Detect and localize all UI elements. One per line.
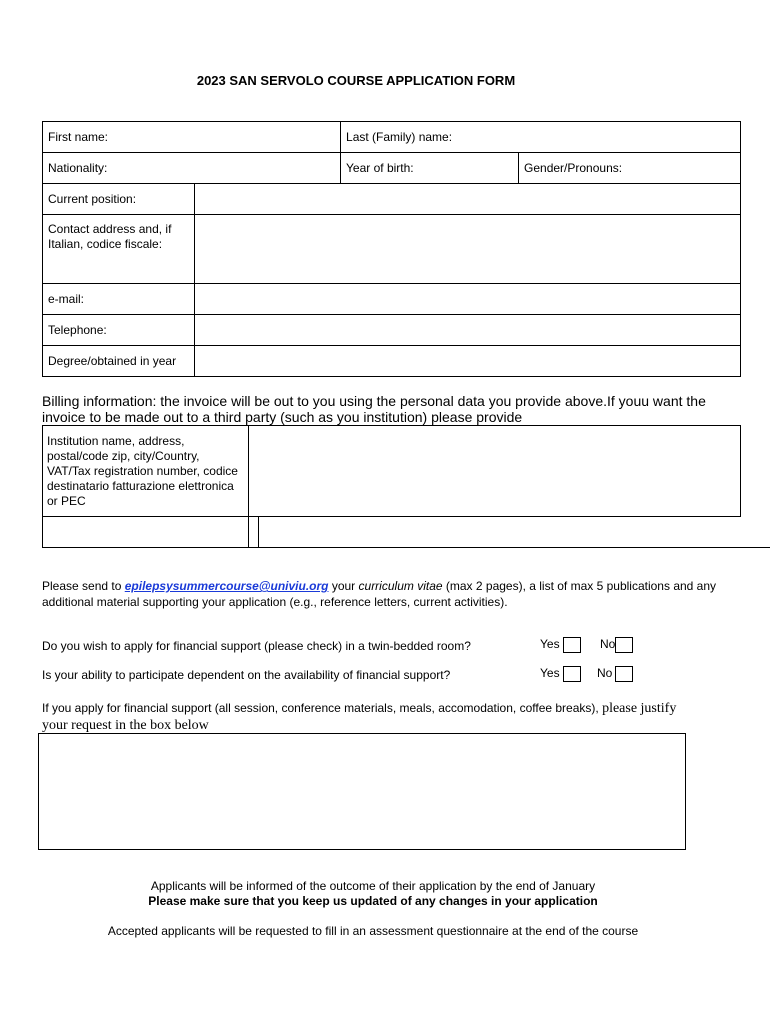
- extra-billing-row[interactable]: [42, 515, 770, 548]
- footer-line3: Accepted applicants will be requested to fill in an assessment questionnaire at the end of the course: [107, 924, 639, 938]
- footer-line1: Applicants will be informed of the outcome of their application by the end of January: [150, 879, 596, 893]
- send-prefix: Please send to: [42, 579, 125, 593]
- justify-instructions: [42, 700, 692, 734]
- institution-label: Institution name, address, postal/code zip, city/Country, VAT/Tax registration number, codice destinatario fatturazione elettronica or PEC: [47, 434, 238, 508]
- dependent-no: [597, 666, 633, 682]
- question-financial-support: Do you wish to apply for financial support (please check) in a twin-bedded room?: [42, 639, 471, 653]
- email-label: e-mail:: [43, 284, 195, 315]
- gender-field[interactable]: Gender/Pronouns:: [519, 153, 741, 184]
- email-input[interactable]: [195, 284, 741, 315]
- nationality-field[interactable]: Nationality:: [43, 153, 341, 184]
- personal-info-table: [42, 121, 741, 377]
- degree-input[interactable]: [195, 346, 741, 377]
- telephone-label: Telephone:: [43, 315, 195, 346]
- financial-support-yes-checkbox[interactable]: [563, 637, 581, 653]
- extra-billing-divider: [258, 516, 259, 547]
- current-position-input[interactable]: [195, 184, 741, 215]
- justification-textbox[interactable]: [38, 733, 686, 850]
- page-title: 2023 SAN SERVOLO COURSE APPLICATION FORM: [196, 73, 516, 88]
- yes-label: Yes: [540, 666, 560, 681]
- year-of-birth-field[interactable]: Year of birth:: [341, 153, 519, 184]
- institution-input[interactable]: [249, 426, 739, 515]
- no-label: No: [600, 637, 616, 652]
- degree-label: Degree/obtained in year: [43, 346, 195, 377]
- contact-address-input[interactable]: [195, 215, 741, 284]
- telephone-input[interactable]: [195, 315, 741, 346]
- last-name-field[interactable]: Last (Family) name:: [341, 122, 741, 153]
- contact-email-link[interactable]: epilepsysummercourse@univiu.org: [124, 579, 329, 593]
- justify-part1: If you apply for financial support (all session, conference materials, meals, accomodation, coffee breaks),: [42, 701, 603, 715]
- justify-part2: please justify your request in the box below: [42, 701, 677, 733]
- financial-support-yes: [540, 637, 581, 653]
- footer-line2: Please make sure that you keep us updated of any changes in your application: [148, 894, 598, 908]
- cv-term: curriculum vitae: [358, 579, 443, 593]
- financial-support-no-checkbox[interactable]: [615, 637, 633, 653]
- financial-support-no: [600, 637, 633, 653]
- no-label: No: [597, 666, 613, 681]
- send-suffix: (max 2 pages), a list of max 5 publications and any additional material supporting your application (e.g., reference letters, current activities).: [42, 579, 717, 609]
- dependent-yes: [540, 666, 581, 682]
- dependent-yes-checkbox[interactable]: [563, 666, 581, 682]
- yes-label: Yes: [540, 637, 560, 652]
- current-position-label: Current position:: [43, 184, 195, 215]
- billing-info-text: Billing information: the invoice will be out to you using the personal data you provide above.If youu want the invoice to be made out to a third party (such as you institution) please provide: [42, 393, 706, 425]
- dependent-no-checkbox[interactable]: [615, 666, 633, 682]
- send-mid: your: [328, 579, 359, 593]
- first-name-field[interactable]: First name:: [43, 122, 341, 153]
- question-dependent: Is your ability to participate dependent on the availability of financial support?: [42, 668, 451, 682]
- contact-address-label: Contact address and, if Italian, codice fiscale:: [43, 215, 195, 284]
- send-instructions: [42, 578, 742, 610]
